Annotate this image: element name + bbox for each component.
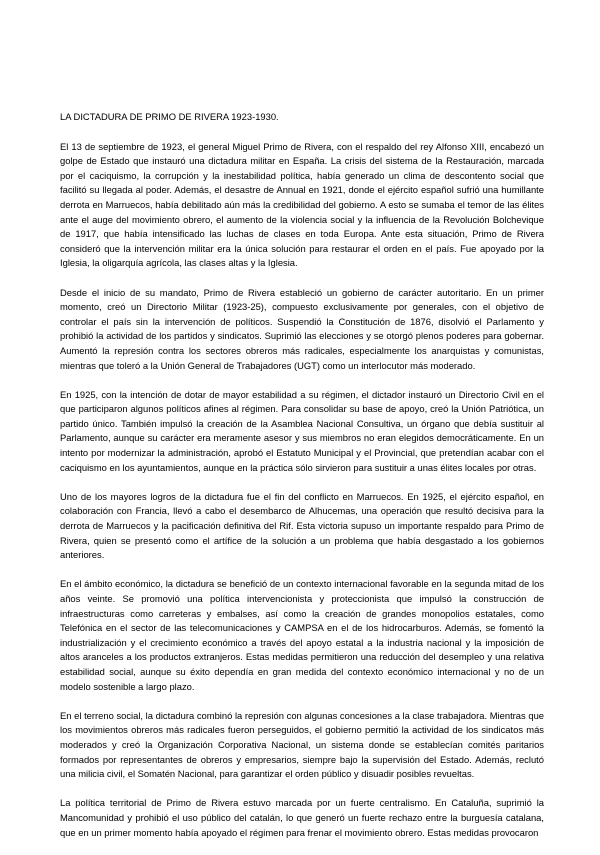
document-title: LA DICTADURA DE PRIMO DE RIVERA 1923-1930. <box>60 111 279 122</box>
paragraph-economy: En el ámbito económico, la dictadura se benefició de un contexto internacional favorable en la segunda mitad de los años veinte. Se promovió una política intervencionista y proteccionista que impulsó la construcción de infraestructuras como carreteras y embalses, así como la creación de grandes monopolios estatales, como Telefónica en el sector de las telecomunicaciones y CAMPSA en el de los hidrocarburos. Además, se fomentó la industrialización y el crecimiento económico a través del apoyo estatal a la industria nacional y la imposición de altos aranceles a los productos extranjeros. Estas medidas permitieron una reducción del desempleo y una relativa estabilidad social, aunque su éxito dependía en gran medida del contexto económico internacional y no de un modelo sostenible a largo plazo. <box>60 578 544 692</box>
paragraph-military-directorate: Desde el inicio de su mandato, Primo de Rivera estableció un gobierno de carácter autoritario. En un primer momento, creó un Directorio Militar (1923-25), compuesto exclusivamente por generales, con el objetivo de controlar el país sin la intervención de políticos. Suspendió la Constitución de 1876, disolvió el Parlamento y prohibió la actividad de los partidos y sindicatos. Suprimió las elecciones y se otorgó plenos poderes para gobernar. Aumentó la represión contra los sectores obreros más radicales, especialmente los anarquistas y comunistas, mientras que toleró a la Unión General de Trabajadores (UGT) como un interlocutor más moderado. <box>60 286 544 371</box>
paragraph-territorial: La política territorial de Primo de Rivera estuvo marcada por un fuerte centralismo. En Cataluña, suprimió la Mancomunidad y prohibió el uso público del catalán, lo que generó un fuerte rechazo entre la burguesía catalana, que en un primer momento había apoyado el régimen para frenar el movimiento obrero. Estas medidas provocaron <box>60 797 544 838</box>
paragraph-morocco: Uno de los mayores logros de la dictadura fue el fin del conflicto en Marruecos. En 1925, el ejército español, en colaboración con Francia, llevó a cabo el desembarco de Alhucemas, una operación que resultó decisiva para la derrota de Marruecos y la pacificación definitiva del Rif. Esta victoria supuso un importante respaldo para Primo de Rivera, quien se presentó como el artífice de la solución a un problema que había desgastado a los gobiernos anteriores. <box>60 490 544 561</box>
paragraph-coup: El 13 de septiembre de 1923, el general Miguel Primo de Rivera, con el respaldo del rey Alfonso XIII, encabezó un golpe de Estado que instauró una dictadura militar en España. La crisis del sistema de la Restauración, marcada por el caciquismo, la corrupción y la inestabilidad política, había generado un clima de descontento social que facilitó su llegada al poder. Además, el desastre de Annual en 1921, donde el ejército español sufrió una humillante derrota en Marruecos, había debilitado aún más la credibilidad del gobierno. A esto se sumaba el temor de las élites ante el auge del movimiento obrero, el aumento de la violencia social y la influencia de la Revolución Bolchevique de 1917, que había intensificado las luchas de clases en toda Europa. Ante esta situación, Primo de Rivera consideró que la intervención militar era la única solución para restaurar el orden en el país. Fue apoyado por la Iglesia, la oligarquía agrícola, las clases altas y la Iglesia. <box>60 140 544 269</box>
paragraph-civil-directorate: En 1925, con la intención de dotar de mayor estabilidad a su régimen, el dictador instauró un Directorio Civil en el que participaron algunos políticos afines al régimen. Para consolidar su base de apoyo, creó la Unión Patriótica, un partido único. También impulsó la creación de la Asamblea Nacional Consultiva, un órgano que debía sustituir al Parlamento, aunque su carácter era meramente asesor y sus miembros no eran elegidos democráticamente. En un intento por modernizar la administración, aprobó el Estatuto Municipal y el Provincial, que pretendían acabar con el caciquismo en los ayuntamientos, aunque en la práctica sólo sirvieron para sustituir a unas élites locales por otras. <box>60 388 544 473</box>
document-page <box>60 110 544 855</box>
paragraph-social: En el terreno social, la dictadura combinó la represión con algunas concesiones a la clase trabajadora. Mientras que los movimientos obreros más radicales fueron perseguidos, el gobierno permitió la actividad de los sindicatos más moderados y creó la Organización Corporativa Nacional, un sistema donde se establecían comités paritarios formados por representantes de obreros y empresarios, siempre bajo la supervisión del Estado. Además, reclutó una milicia civil, el Somatén Nacional, para garantizar el orden público y disuadir posibles revueltas. <box>60 709 544 780</box>
